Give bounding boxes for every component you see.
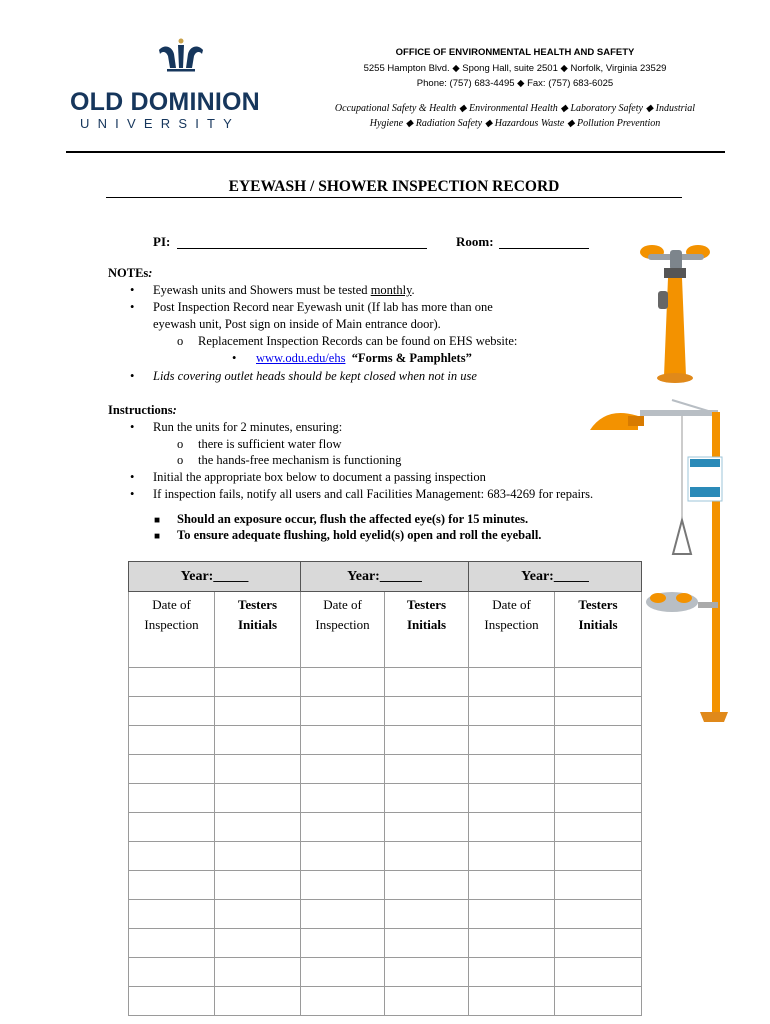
initials-cell[interactable]: [555, 958, 642, 987]
date-cell[interactable]: [469, 958, 555, 987]
ehs-website-link[interactable]: www.odu.edu/ehs: [256, 351, 346, 365]
date-cell[interactable]: [469, 784, 555, 813]
initials-cell[interactable]: [385, 958, 469, 987]
table-row: [129, 726, 642, 755]
initials-cell[interactable]: [215, 871, 301, 900]
initials-cell[interactable]: [555, 929, 642, 958]
warning-exposure: Should an exposure occur, flush the affected eye(s) for 15 minutes.: [177, 512, 529, 526]
notes-item-monthly-text: Eyewash units and Showers must be tested monthly.: [153, 283, 415, 297]
notes-item-monthly: •: [130, 283, 135, 297]
initials-cell[interactable]: [215, 813, 301, 842]
title-underline: [106, 197, 682, 198]
date-cell[interactable]: [301, 668, 385, 697]
date-cell[interactable]: [129, 958, 215, 987]
crown-logo-icon: [156, 36, 206, 76]
date-cell[interactable]: [129, 726, 215, 755]
university-logo: [70, 36, 290, 136]
initials-cell[interactable]: [215, 726, 301, 755]
notes-sub-replacement: Replacement Inspection Records can be found on EHS website:: [198, 334, 518, 348]
col-testers-initials: Testers Initials: [385, 592, 469, 668]
room-field[interactable]: [499, 248, 589, 249]
eyewash-station-icon: [638, 236, 714, 386]
sub-bullet: o: [177, 334, 184, 348]
table-row: [129, 668, 642, 697]
bullet: •: [130, 300, 135, 314]
initials-cell[interactable]: [385, 813, 469, 842]
table-row: [129, 697, 642, 726]
date-cell[interactable]: [469, 842, 555, 871]
table-row: [129, 929, 642, 958]
table-row: [129, 987, 642, 1016]
table-row: [129, 842, 642, 871]
date-cell[interactable]: [301, 755, 385, 784]
logo-subtitle: UNIVERSITY: [80, 116, 241, 131]
table-row: [129, 784, 642, 813]
initials-cell[interactable]: [215, 958, 301, 987]
notes-item-post-line1: Post Inspection Record near Eyewash unit (If lab has more than one: [153, 300, 493, 314]
bullet: •: [130, 487, 135, 501]
initials-cell[interactable]: [385, 900, 469, 929]
initials-cell[interactable]: [555, 784, 642, 813]
office-address: 5255 Hampton Blvd. ◆ Spong Hall, suite 2501 ◆ Norfolk, Virginia 23529: [363, 63, 667, 74]
instructions-sub-handsfree: the hands-free mechanism is functioning: [198, 453, 402, 467]
initials-cell[interactable]: [555, 726, 642, 755]
date-cell[interactable]: [469, 668, 555, 697]
bullet: •: [130, 369, 135, 383]
initials-cell[interactable]: [215, 668, 301, 697]
sub-bullet: o: [177, 453, 184, 467]
initials-cell[interactable]: [555, 842, 642, 871]
notes-item-post-line2: eyewash unit, Post sign on inside of Main entrance door).: [153, 317, 441, 331]
date-cell[interactable]: [469, 726, 555, 755]
instructions-item-fails: If inspection fails, notify all users and call Facilities Management: 683-4269 for repairs.: [153, 487, 594, 501]
initials-cell[interactable]: [385, 842, 469, 871]
square-bullet: ■: [154, 515, 161, 526]
notes-item-lids: Lids covering outlet heads should be kept closed when not in use: [153, 369, 477, 383]
sub-bullet: o: [177, 437, 184, 451]
initials-cell[interactable]: [555, 697, 642, 726]
date-cell[interactable]: [301, 726, 385, 755]
date-cell[interactable]: [301, 784, 385, 813]
warning-flushing: To ensure adequate flushing, hold eyelid(s) open and roll the eyeball.: [177, 528, 542, 542]
sub-sub-bullet: •: [232, 351, 237, 365]
bullet: •: [130, 470, 135, 484]
initials-cell[interactable]: [215, 697, 301, 726]
column-header-row: [129, 592, 642, 668]
initials-cell[interactable]: [385, 726, 469, 755]
initials-cell[interactable]: [385, 668, 469, 697]
initials-cell[interactable]: [385, 871, 469, 900]
date-cell[interactable]: [301, 871, 385, 900]
date-cell[interactable]: [129, 784, 215, 813]
date-cell[interactable]: [469, 697, 555, 726]
date-cell[interactable]: [301, 813, 385, 842]
office-phone: Phone: (757) 683-4495 ◆ Fax: (757) 683-6025: [416, 78, 614, 89]
table-row: [129, 755, 642, 784]
office-areas-line2: Hygiene ◆ Radiation Safety ◆ Hazardous Waste ◆ Pollution Prevention: [369, 118, 661, 129]
date-cell[interactable]: [301, 958, 385, 987]
notes-link-line: www.odu.edu/ehs “Forms & Pamphlets”: [256, 351, 472, 365]
year-row: [129, 562, 642, 592]
year-cell-1[interactable]: Year:_____: [129, 562, 301, 592]
date-cell[interactable]: [129, 697, 215, 726]
col-testers-initials: Testers Initials: [215, 592, 301, 668]
page-title: EYEWASH / SHOWER INSPECTION RECORD: [228, 178, 560, 195]
office-areas-line1: Occupational Safety & Health ◆ Environmental Health ◆ Laboratory Safety ◆ Industrial: [334, 103, 696, 114]
initials-cell[interactable]: [555, 871, 642, 900]
initials-cell[interactable]: [385, 929, 469, 958]
initials-cell[interactable]: [215, 929, 301, 958]
date-cell[interactable]: [129, 871, 215, 900]
initials-cell[interactable]: [215, 900, 301, 929]
initials-cell[interactable]: [385, 987, 469, 1016]
instructions-item-run: Run the units for 2 minutes, ensuring:: [153, 420, 343, 434]
date-cell[interactable]: [301, 929, 385, 958]
instructions-sub-flow: there is sufficient water flow: [198, 437, 342, 451]
table-row: [129, 958, 642, 987]
initials-cell[interactable]: [555, 813, 642, 842]
year-cell-2[interactable]: Year:______: [301, 562, 469, 592]
date-cell[interactable]: [129, 900, 215, 929]
date-cell[interactable]: [129, 842, 215, 871]
date-cell[interactable]: [469, 813, 555, 842]
date-cell[interactable]: [301, 900, 385, 929]
table-row: [129, 900, 642, 929]
square-bullet: ■: [154, 531, 161, 542]
date-cell[interactable]: [469, 871, 555, 900]
date-cell[interactable]: [469, 900, 555, 929]
inspection-record-table: [128, 561, 642, 1016]
initials-cell[interactable]: [555, 668, 642, 697]
date-cell[interactable]: [469, 755, 555, 784]
initials-cell[interactable]: [215, 784, 301, 813]
col-date-of-inspection: Date of Inspection: [301, 592, 385, 668]
bullet: •: [130, 420, 135, 434]
room-label: Room:: [456, 234, 494, 249]
initials-cell[interactable]: [555, 755, 642, 784]
date-cell[interactable]: [469, 987, 555, 1016]
date-cell[interactable]: [129, 987, 215, 1016]
initials-cell[interactable]: [385, 697, 469, 726]
date-cell[interactable]: [301, 697, 385, 726]
office-name: OFFICE OF ENVIRONMENTAL HEALTH AND SAFETY: [395, 47, 635, 58]
table-row: [129, 871, 642, 900]
initials-cell[interactable]: [555, 900, 642, 929]
notes-heading: NOTEs:: [108, 266, 153, 280]
instructions-item-initial: Initial the appropriate box below to document a passing inspection: [153, 470, 486, 484]
header-divider: [66, 151, 725, 153]
instructions-heading: Instructions:: [108, 403, 177, 417]
date-cell[interactable]: [129, 668, 215, 697]
date-cell[interactable]: [469, 929, 555, 958]
date-cell[interactable]: [301, 842, 385, 871]
initials-cell[interactable]: [215, 755, 301, 784]
initials-cell[interactable]: [215, 987, 301, 1016]
date-cell[interactable]: [301, 987, 385, 1016]
date-cell[interactable]: [129, 755, 215, 784]
year-cell-3[interactable]: Year:_____: [469, 562, 642, 592]
table-row: [129, 813, 642, 842]
col-testers-initials: Testers Initials: [555, 592, 642, 668]
date-cell[interactable]: [129, 929, 215, 958]
pi-label: PI:: [153, 234, 171, 249]
initials-cell[interactable]: [385, 784, 469, 813]
blank-rows: [129, 668, 642, 1016]
col-date-of-inspection: Date of Inspection: [129, 592, 215, 668]
logo-name: OLD DOMINION: [70, 88, 260, 116]
initials-cell[interactable]: [555, 987, 642, 1016]
date-cell[interactable]: [129, 813, 215, 842]
initials-cell[interactable]: [385, 755, 469, 784]
pi-field[interactable]: [177, 248, 427, 249]
col-date-of-inspection: Date of Inspection: [469, 592, 555, 668]
initials-cell[interactable]: [215, 842, 301, 871]
